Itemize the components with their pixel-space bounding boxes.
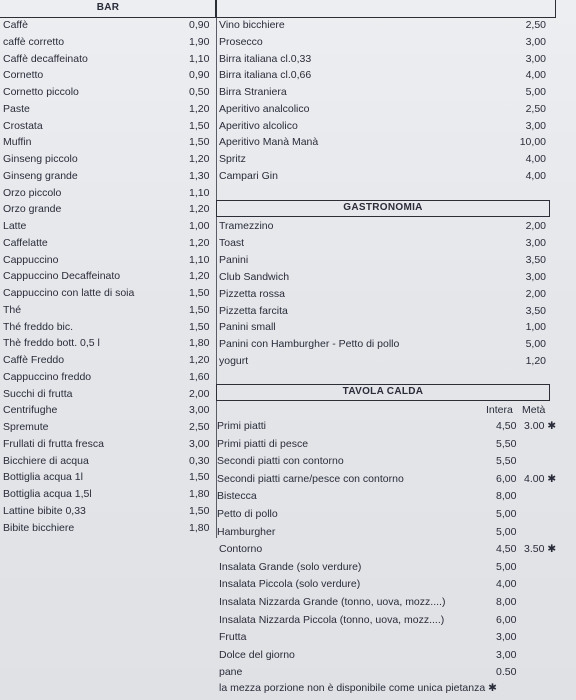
item-price: 5,00	[496, 525, 517, 538]
item-name: Orzo grande	[3, 203, 62, 216]
item-name: Bottiglia acqua 1,5l	[3, 488, 92, 500]
item-name: Hamburgher	[217, 525, 276, 538]
item-price: 6,00	[496, 472, 517, 485]
bar-section-title: BAR	[96, 2, 120, 13]
item-price: 2,00	[525, 220, 546, 232]
item-price: 4,00	[525, 69, 546, 82]
item-price: 3,00	[496, 631, 517, 644]
item-price: 8,00	[496, 490, 517, 503]
item-price: 1,80	[189, 337, 210, 350]
item-price: 4,50	[496, 420, 517, 432]
item-name: Insalata Grande (solo verdure)	[219, 560, 362, 573]
item-price: 1,00	[525, 321, 546, 334]
bar-header-right-box	[216, 0, 556, 18]
item-name: Petto di pollo	[217, 508, 278, 520]
item-price: 1,10	[189, 253, 210, 266]
item-name: Cornetto	[3, 69, 44, 82]
item-price: 5,50	[496, 437, 517, 450]
item-price: 3,00	[189, 404, 210, 417]
item-name: Thé	[3, 303, 22, 316]
item-name: Bottiglia acqua 1l	[3, 471, 83, 484]
item-name: Panini	[219, 253, 249, 266]
item-price: 1,20	[189, 102, 210, 115]
item-price: 10,00	[519, 136, 546, 149]
footnote: la mezza porzione non è disponibile come unica pietanza ✱	[219, 682, 497, 694]
item-price: 1,20	[189, 236, 210, 249]
item-name: Thè freddo bott. 0,5 l	[3, 337, 100, 350]
item-price: 3,00	[525, 35, 546, 48]
item-price: 3,00	[525, 236, 546, 249]
item-price: 5,00	[525, 86, 546, 98]
item-price: 1,80	[189, 488, 210, 500]
item-price: 3,00	[525, 270, 546, 283]
item-price: 4,00	[525, 169, 546, 182]
item-price: 0,90	[189, 19, 210, 31]
item-name: Dolce del giorno	[219, 648, 295, 661]
item-name: Cappuccino con latte di soia	[3, 287, 135, 299]
item-price: 1,10	[189, 186, 210, 199]
item-name: Birra italiana cl.0,66	[219, 69, 312, 82]
item-price: 1,30	[189, 169, 210, 182]
item-half-price: 3.00 ✱	[524, 420, 557, 432]
item-name: Tramezzino	[219, 220, 274, 232]
item-name: Secondi piatti carne/pesce con contorno	[217, 472, 404, 485]
item-price: 4,00	[525, 153, 546, 165]
item-name: Panini small	[219, 321, 276, 334]
item-name: Bistecca	[217, 490, 257, 503]
item-price: 5,00	[496, 508, 517, 520]
item-price: 1,90	[189, 35, 210, 48]
item-price: 1,20	[525, 355, 546, 368]
item-price: 4,50	[496, 543, 517, 556]
item-name: Caffè Freddo	[3, 354, 65, 366]
item-price: 4,00	[496, 578, 517, 591]
item-name: Primi piatti di pesce	[217, 437, 309, 450]
col-header-intera: Intera	[486, 404, 513, 416]
item-name: Caffè	[3, 19, 28, 31]
item-name: Caffè decaffeinato	[3, 52, 88, 65]
item-name: Cappuccino	[3, 253, 59, 266]
item-price: 0.50	[496, 666, 517, 679]
item-price: 2,00	[525, 287, 546, 300]
item-name: Vino bicchiere	[219, 19, 285, 31]
item-name: Birra Straniera	[219, 86, 287, 98]
item-price: 1,50	[189, 504, 210, 517]
item-name: Primi piatti	[217, 420, 267, 432]
item-name: Aperitivo analcolico	[219, 102, 310, 115]
item-name: Thé freddo bic.	[3, 320, 74, 333]
item-name: Insalata Piccola (solo verdure)	[219, 578, 361, 591]
item-price: 1,60	[189, 370, 210, 383]
item-name: Pizzetta farcita	[219, 304, 288, 317]
item-name: Frutta	[219, 631, 247, 644]
item-price: 0,90	[189, 69, 210, 82]
item-price: 1,50	[189, 303, 210, 316]
item-price: 2,50	[525, 19, 546, 31]
item-name: Secondi piatti con contorno	[217, 455, 344, 468]
item-name: Cappuccino Decaffeinato	[3, 270, 121, 283]
item-name: Insalata Nizzarda Piccola (tonno, uova, mozz....)	[219, 613, 445, 626]
item-name: Toast	[219, 236, 245, 249]
item-name: Cappuccino freddo	[3, 370, 92, 383]
item-name: Paste	[3, 102, 30, 115]
item-name: Latte	[3, 220, 27, 232]
item-name: Panini con Hamburgher - Petto di pollo	[219, 338, 400, 351]
item-name: Campari Gin	[219, 169, 278, 182]
item-price: 1,20	[189, 270, 210, 283]
item-name: Muffin	[3, 136, 32, 149]
item-name: Bicchiere di acqua	[3, 454, 89, 467]
item-name: pane	[219, 666, 243, 679]
item-half-price: 3.50 ✱	[524, 543, 557, 556]
item-price: 1,20	[189, 153, 210, 165]
item-price: 1,10	[189, 52, 210, 65]
item-price: 1,20	[189, 203, 210, 216]
item-price: 5,00	[496, 560, 517, 573]
item-name: Aperitivo alcolico	[219, 119, 298, 132]
item-name: Crostata	[3, 119, 43, 132]
item-name: Lattine bibite 0,33	[3, 504, 86, 517]
item-name: Pizzetta rossa	[219, 287, 285, 300]
item-price: 1,50	[189, 320, 210, 333]
item-price: 0,50	[189, 86, 210, 98]
item-name: Cornetto piccolo	[3, 86, 79, 98]
item-price: 1,50	[189, 287, 210, 299]
item-name: caffè corretto	[3, 35, 65, 48]
item-price: 3,50	[525, 253, 546, 266]
item-price: 3,00	[525, 119, 546, 132]
item-name: Frullati di frutta fresca	[3, 437, 104, 450]
item-name: Aperitivo Manà Manà	[219, 136, 319, 149]
item-name: Bibite bicchiere	[3, 521, 75, 534]
item-price: 0,30	[189, 454, 210, 467]
item-name: Caffelatte	[3, 236, 48, 249]
item-price: 3,00	[496, 648, 517, 661]
item-price: 5,50	[496, 455, 517, 468]
col-header-meta: Metà	[522, 404, 546, 416]
item-name: yogurt	[219, 355, 249, 368]
gastronomia-section-title: GASTRONOMIA	[343, 202, 423, 213]
tavola-calda-section-title: TAVOLA CALDA	[342, 386, 424, 397]
item-name: Spritz	[219, 153, 246, 165]
item-name: Orzo piccolo	[3, 186, 62, 199]
item-price: 2,50	[525, 102, 546, 115]
item-name: Succhi di frutta	[3, 387, 73, 400]
item-price: 5,00	[525, 338, 546, 351]
item-name: Birra italiana cl.0,33	[219, 52, 312, 65]
item-price: 3,50	[525, 304, 546, 317]
item-price: 1,50	[189, 119, 210, 132]
item-price: 1,20	[189, 354, 210, 366]
item-price: 6,00	[496, 613, 517, 626]
item-name: Insalata Nizzarda Grande (tonno, uova, mozz....)	[219, 596, 446, 608]
item-name: Ginseng grande	[3, 169, 78, 182]
item-price: 1,50	[189, 136, 210, 149]
item-name: Contorno	[219, 543, 263, 556]
item-price: 2,50	[189, 421, 210, 433]
item-half-price: 4.00 ✱	[524, 472, 557, 485]
item-name: Ginseng piccolo	[3, 153, 78, 165]
item-price: 3,00	[525, 52, 546, 65]
item-price: 1,80	[189, 521, 210, 534]
item-price: 2,00	[189, 387, 210, 400]
item-price: 3,00	[189, 437, 210, 450]
item-name: Club Sandwich	[219, 270, 290, 283]
item-name: Prosecco	[219, 35, 263, 48]
item-price: 8,00	[496, 596, 517, 608]
item-price: 1,50	[189, 471, 210, 484]
item-price: 1,00	[189, 220, 210, 232]
item-name: Centrifughe	[3, 404, 58, 417]
item-name: Spremute	[3, 421, 49, 433]
